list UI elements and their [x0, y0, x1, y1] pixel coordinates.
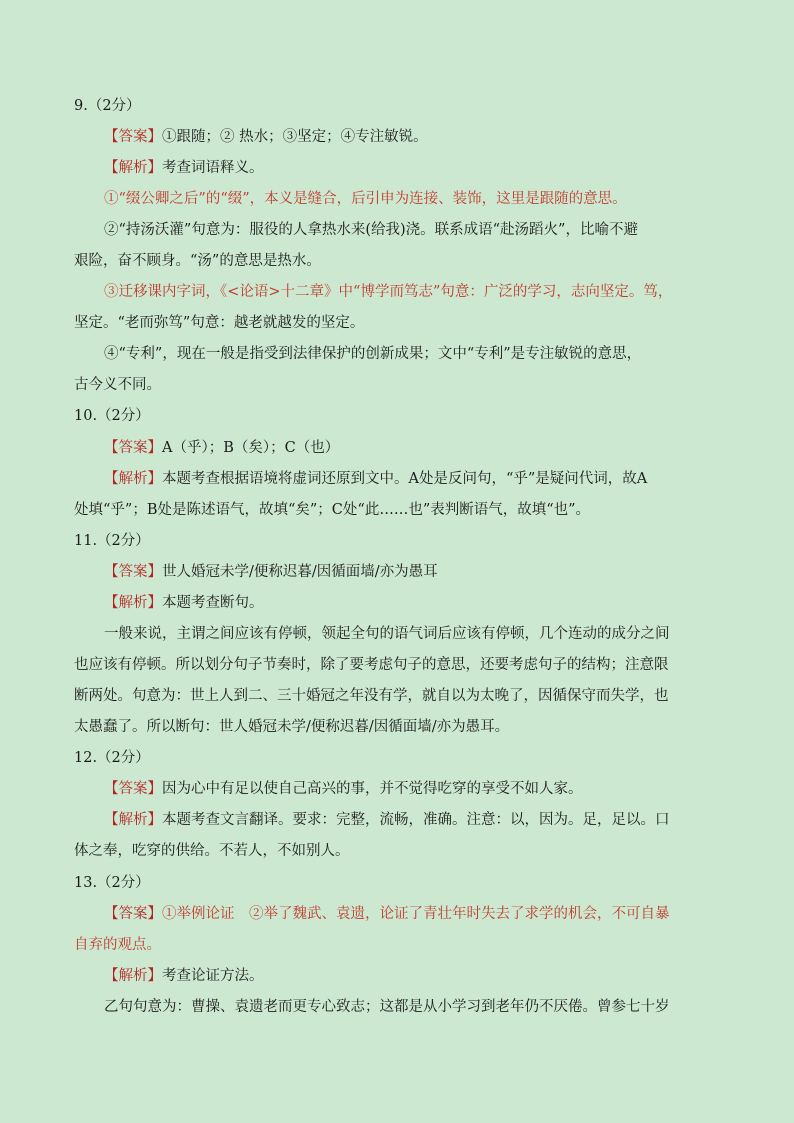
answer-text: ①跟随；② 热水；③坚定；④专注敏锐。 — [162, 129, 428, 145]
answer-tag: 【答案】 — [104, 781, 162, 797]
q12-analysis-b: 体之奉，吃穿的供给。不若人，不如别人。 — [74, 843, 350, 859]
q9-point-4b: 古今义不同。 — [74, 377, 161, 393]
q13-heading: 13.（2分） — [74, 875, 150, 891]
analysis-text: 本题考查文言翻译。要求：完整，流畅，准确。注意：以，因为。足，足以。口 — [162, 812, 670, 828]
analysis-tag: 【解析】 — [104, 160, 162, 176]
answer-tag: 【答案】 — [104, 440, 162, 456]
answer-tag: 【答案】 — [104, 906, 162, 922]
q13-answer-a — [104, 904, 738, 924]
q11-para-d: 太愚蠢了。所以断句：世人婚冠未学/便称迟暮/因循面墙/亦为愚耳。 — [74, 719, 510, 735]
q11-answer — [104, 562, 738, 582]
q11-analysis — [104, 593, 738, 613]
q9-point-3a-text: ③迁移课内字词，《<论语>十二章》中“博学而笃志”句意：广泛的学习，志向坚定。笃， — [104, 284, 673, 300]
q11-para-c: 断两处。句意为：世上人到二、三十婚冠之年没有学，就自以为太晚了，因循保守而失学，也 — [74, 688, 669, 704]
q13-para: 乙句句意为：曹操、袁遗老而更专心致志；这都是从小学习到老年仍不厌倦。曾参七十岁 — [104, 999, 670, 1015]
analysis-tag: 【解析】 — [104, 595, 162, 611]
q12-heading: 12.（2分） — [74, 750, 150, 766]
q9-heading: 9.（2分） — [74, 98, 141, 114]
q11-para-a: 一般来说，主谓之间应该有停顿，领起全句的语气词后应该有停顿，几个连动的成分之间 — [104, 626, 670, 642]
q9-point-1: ①“缀公卿之后”的“缀”，本义是缝合，后引申为连接、装饰，这里是跟随的意思。 — [104, 191, 627, 207]
q11-para-b: 也应该有停顿。所以划分句子节奏时，除了要考虑句子的意思，还要考虑句子的结构；注意限 — [74, 657, 669, 673]
q13-analysis — [104, 966, 738, 986]
q9-answer — [104, 127, 738, 147]
q9-analysis — [104, 158, 738, 178]
q13-answer-b: 自弃的观点。 — [74, 937, 161, 953]
answer-tag: 【答案】 — [104, 129, 162, 145]
q9-point-2a: ②“持汤沃灌”句意为：服役的人拿热水来(给我)浇。联系成语“赴汤蹈火”，比喻不避 — [104, 222, 638, 238]
analysis-text: 考查论证方法。 — [162, 968, 264, 984]
q12-analysis-a — [104, 810, 738, 830]
q9-point-3b: 坚定。“老而弥笃”句意：越老就越发的坚定。 — [74, 315, 365, 331]
q11-heading: 11.（2分） — [74, 533, 150, 549]
answer-tag: 【答案】 — [104, 564, 162, 580]
q10-analysis-b: 处填“乎”；B处是陈述语气，故填“矣”；C处“此……也”表判断语气，故填“也”。 — [74, 502, 591, 518]
q12-answer — [104, 779, 738, 799]
q10-analysis-a — [104, 469, 738, 489]
answer-text: 因为心中有足以使自己高兴的事，并不觉得吃穿的享受不如人家。 — [162, 781, 583, 797]
q9-point-2b: 艰险，奋不顾身。“汤”的意思是热水。 — [74, 253, 321, 269]
analysis-text: 本题考查根据语境将虚词还原到文中。A处是反问句，“乎”是疑问代词，故A — [162, 471, 648, 487]
q9-point-3a — [104, 282, 738, 302]
answer-text: ①举例论证 ②举了魏武、袁遗，论证了青壮年时失去了求学的机会，不可自暴 — [162, 906, 670, 922]
q9-point-4a: ④“专利”，现在一般是指受到法律保护的创新成果；文中“专利”是专注敏锐的意思， — [104, 346, 642, 362]
analysis-text: 本题考查断句。 — [162, 595, 264, 611]
analysis-tag: 【解析】 — [104, 968, 162, 984]
analysis-text: 考查词语释义。 — [162, 160, 264, 176]
q10-heading: 10.（2分） — [74, 408, 150, 424]
answer-text: A（乎）；B（矣）；C（也） — [162, 440, 340, 456]
analysis-tag: 【解析】 — [104, 812, 162, 828]
analysis-tag: 【解析】 — [104, 471, 162, 487]
answer-text: 世人婚冠未学/便称迟暮/因循面墙/亦为愚耳 — [162, 564, 438, 580]
q10-answer — [104, 438, 738, 458]
